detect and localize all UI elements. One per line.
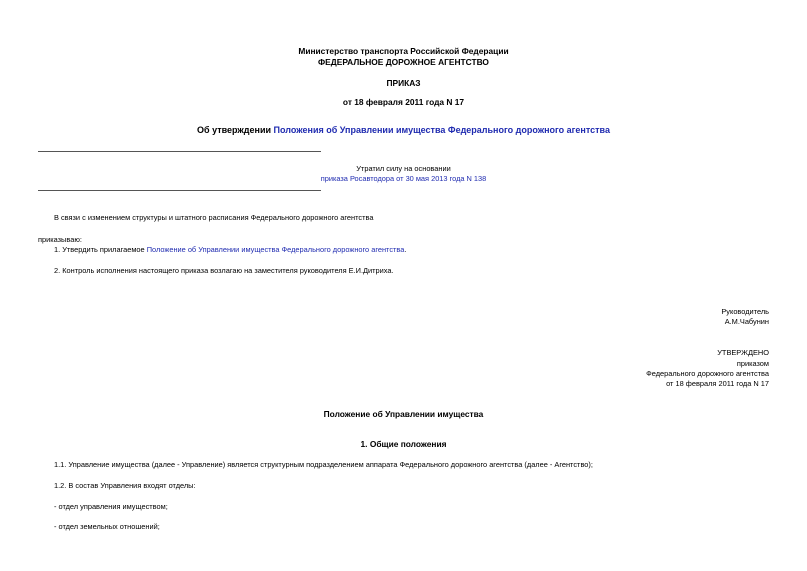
- item1-link[interactable]: Положение об Управлении имущества Федерального дорожного агентства: [146, 245, 405, 254]
- ministry-name: Министерство транспорта Российской Федерации: [298, 46, 509, 56]
- signature-name: А.М.Чабунин: [724, 317, 769, 326]
- order-item-1: [54, 245, 406, 254]
- approval-line-2: приказом: [736, 359, 769, 368]
- title-prefix: Об утверждении: [197, 125, 274, 135]
- divider-bottom: [38, 190, 321, 191]
- appendix-title: Положение об Управлении имущества: [323, 409, 484, 419]
- paragraph-1-1: 1.1. Управление имущества (далее - Управление) является структурным подразделением аппарата Федерального дорожного агентства (далее - Агентство);: [54, 460, 593, 469]
- document-title: [0, 125, 807, 135]
- status-link[interactable]: приказа Росавтодора от 30 мая 2013 года N 138: [320, 174, 487, 183]
- department-item-2: - отдел земельных отношений;: [54, 522, 160, 531]
- department-item-1: - отдел управления имуществом;: [54, 502, 168, 511]
- approval-line-1: УТВЕРЖДЕНО: [717, 348, 769, 357]
- approval-line-3: Федерального дорожного агентства: [646, 369, 769, 378]
- item1-suffix: .: [404, 245, 407, 254]
- agency-name: ФЕДЕРАЛЬНОЕ ДОРОЖНОЕ АГЕНТСТВО: [318, 57, 489, 67]
- document-type: ПРИКАЗ: [386, 78, 421, 88]
- paragraph-1-2: 1.2. В состав Управления входят отделы:: [54, 481, 196, 490]
- preamble-text: В связи с изменением структуры и штатного расписания Федерального дорожного агентства: [54, 213, 374, 222]
- signature-role: Руководитель: [721, 307, 769, 316]
- section-1-heading: 1. Общие положения: [360, 439, 447, 449]
- status-line: Утратил силу на основании: [356, 164, 451, 173]
- document-date-number: от 18 февраля 2011 года N 17: [342, 97, 465, 107]
- divider-top: [38, 151, 321, 152]
- item1-prefix: 1. Утвердить прилагаемое: [54, 245, 147, 254]
- order-item-2: 2. Контроль исполнения настоящего приказа возлагаю на заместителя руководителя Е.И.Дитриха.: [54, 266, 394, 275]
- order-word: приказываю:: [38, 235, 82, 244]
- title-link[interactable]: Положения об Управлении имущества Федерального дорожного агентства: [273, 125, 610, 135]
- approval-line-4: от 18 февраля 2011 года N 17: [666, 379, 769, 388]
